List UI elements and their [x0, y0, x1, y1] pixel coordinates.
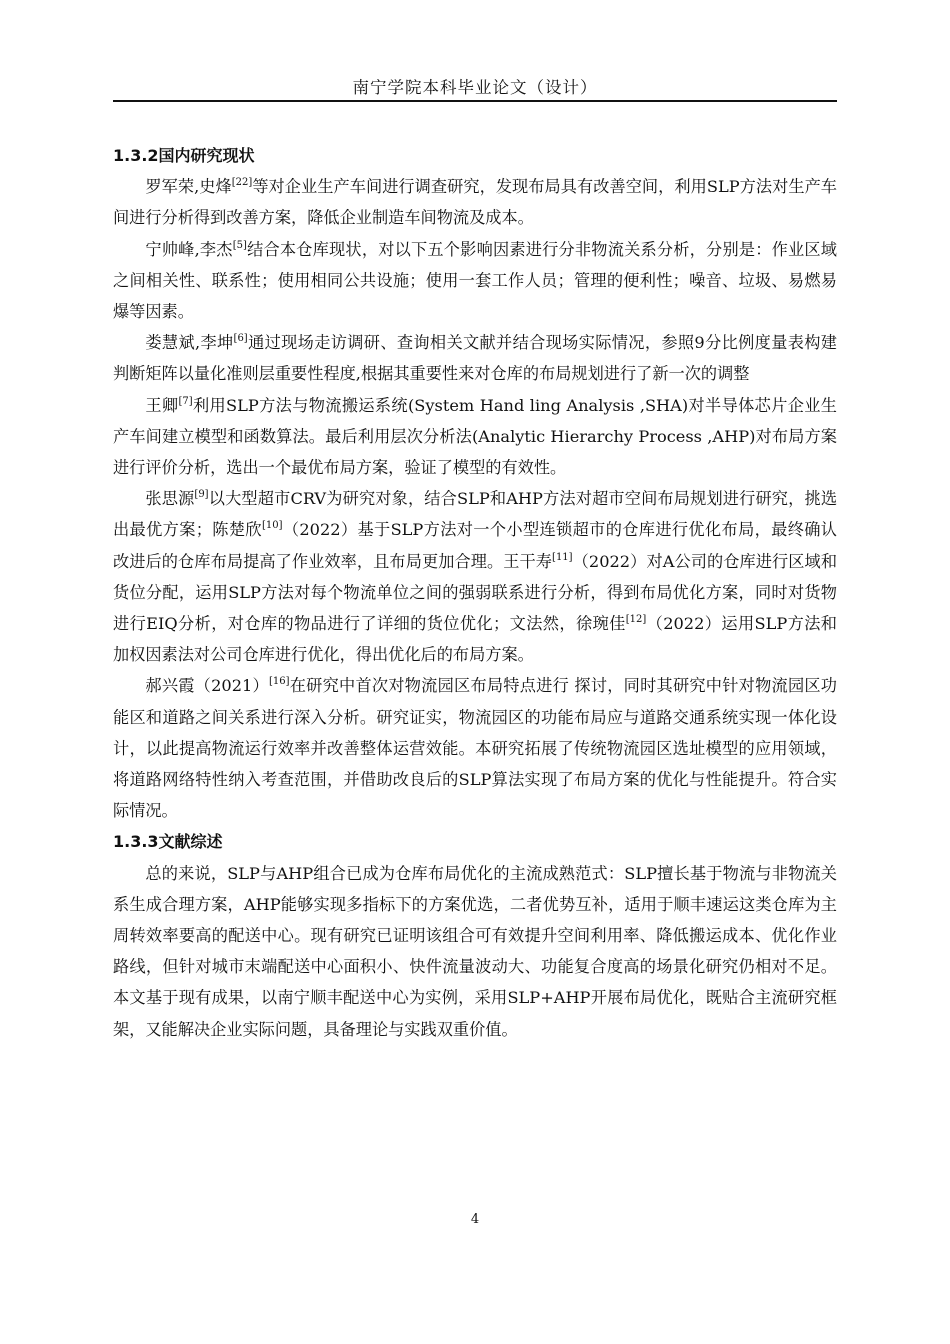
paragraph-text: 王卿 — [145, 395, 179, 415]
section-1-3-2-body — [113, 171, 837, 826]
citation-ref: [7] — [178, 395, 193, 407]
paragraph-text: （2022）对A公司的仓库进行区域和货位分配，运用SLP方法对每个物流单位之间的强弱联系进行分析，得到布局优化方案，同时对货物进行EIQ分析，对仓库的物品进行了详细的货位优化；文法然，徐琬佳 — [113, 551, 837, 634]
citation-ref: [22] — [231, 177, 253, 189]
paragraph-text: 郝兴霞（2021） — [145, 676, 269, 696]
paragraph — [113, 171, 837, 233]
section-heading-1-3-2: 1.3.2国内研究现状 — [113, 146, 255, 165]
citation-ref: [6] — [233, 333, 248, 345]
citation-ref: [11] — [552, 551, 573, 563]
paragraph — [113, 858, 837, 1045]
citation-ref: [5] — [232, 239, 247, 251]
paragraph-text: 以大型超市CRV为研究对象，结合SLP和AHP方法对超市空间布局规划进行研究，挑选出最优方案；陈楚欣 — [113, 489, 838, 540]
citation-ref: [16] — [268, 676, 290, 688]
section-heading-1-3-3: 1.3.3文献综述 — [113, 832, 223, 852]
citation-ref: [9] — [194, 489, 209, 501]
paragraph-text: 等对企业生产车间进行调查研究，发现布局具有改善空间，利用SLP方法对生产车间进行分析得到改善方案，降低企业制造车间物流及成本。 — [113, 177, 837, 228]
paragraph — [113, 390, 837, 484]
paragraph — [113, 483, 837, 670]
citation-ref: [10] — [261, 520, 283, 532]
paragraph-text: 张思源 — [145, 489, 195, 509]
paragraph-text: （2022）基于SLP方法对一个小型连锁超市的仓库进行优化布局，最终确认改进后的仓库布局提高了作业效率，且布局更加合理。王干寿 — [113, 520, 837, 571]
paragraph — [113, 327, 837, 389]
paragraph-text: 结合本仓库现状，对以下五个影响因素进行分非物流关系分析，分别是：作业区域之间相关性、联系性；使用相同公共设施；使用一套工作人员；管理的便利性；噪音、垃圾、易燃易爆等因素。 — [113, 239, 837, 322]
paragraph-text: （2022）运用SLP方法和加权因素法对公司仓库进行优化，得出优化后的布局方案。 — [113, 614, 837, 665]
header-rule — [113, 100, 837, 102]
page-number: 4 — [470, 1212, 480, 1227]
paragraph-text: 娄慧斌,李坤 — [145, 333, 234, 353]
paragraph-text: 在研究中首次对物流园区布局特点进行 探讨，同时其研究中针对物流园区功能区和道路之间关系进行深入分析。研究证实，物流园区的功能布局应与道路交通系统实现一体化设计，以此提高物流运行效率并改善整体运营效能。本研究拓展了传统物流园区选址模型的应用领域，将道路网络特性纳入考查范围，并借助改良后的SLP算法实现了布局方案的优化与性能提升。符合实际情况。 — [113, 676, 837, 821]
paragraph-text: 罗军荣,史烽 — [145, 177, 232, 197]
paragraph-text: 宁帅峰,李杰 — [145, 239, 233, 259]
citation-ref: [12] — [625, 614, 647, 626]
paragraph-text: 总的来说，SLP与AHP组合已成为仓库布局优化的主流成熟范式：SLP擅长基于物流与非物流关系生成合理方案，AHP能够实现多指标下的方案优选，二者优势互补，适用于顺丰速运这类仓库为主周转效率要高的配送中心。现有研究已证明该组合可有效提升空间利用率、降低搬运成本、优化作业路线，但针对城市末端配送中心面积小、快件流量波动大、功能复合度高的场景化研究仍相对不足。本文基于现有成果，以南宁顺丰配送中心为实例，采用SLP+AHP开展布局优化，既贴合主流研究框架，又能解决企业实际问题，具备理论与实践双重价值。 — [113, 863, 837, 1039]
paragraph-text: 通过现场走访调研、查询相关文献并结合现场实际情况，参照9分比例度量表构建判断矩阵以量化准则层重要性程度,根据其重要性来对仓库的布局规划进行了新一次的调整 — [113, 333, 837, 384]
paragraph-text: 利用SLP方法与物流搬运系统(System Hand ling Analysis ,SHA)对半导体芯片企业生产车间建立模型和函数算法。最后利用层次分析法(Analytic Hierarchy Process ,AHP)对布局方案进行评价分析，选出一个最优布局方案，验证了模型的有效性。 — [113, 395, 837, 478]
section-1-3-3-body — [113, 858, 837, 1045]
paragraph — [113, 670, 837, 826]
paragraph — [113, 234, 837, 328]
page-body — [113, 140, 837, 1045]
running-header: 南宁学院本科毕业论文（设计） — [352, 78, 598, 97]
